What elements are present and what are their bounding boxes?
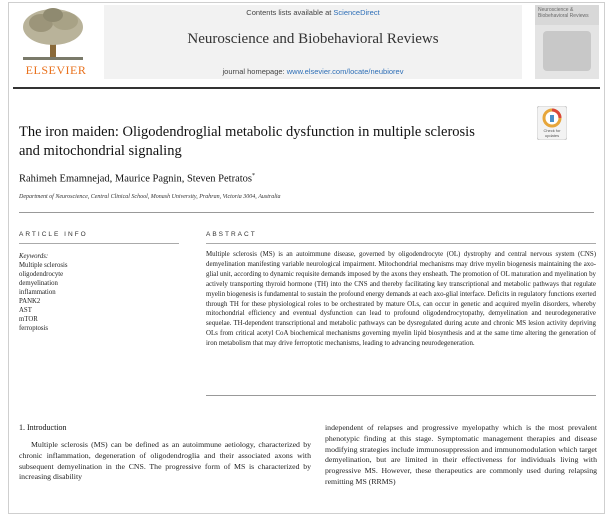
article-info-rule xyxy=(19,243,179,244)
author-list xyxy=(19,173,255,185)
article-title: The iron maiden: Oligodendroglial metabolic dysfunction in multiple sclerosis and mitochondrial signaling xyxy=(19,124,475,159)
author-names: Rahimeh Emamnejad, Maurice Pagnin, Steven Petratos xyxy=(19,173,252,185)
header-rule xyxy=(19,212,594,213)
keyword-item: mTOR xyxy=(19,316,38,323)
homepage-line xyxy=(104,67,522,76)
journal-name: Neuroscience and Biobehavioral Reviews xyxy=(187,31,439,47)
corresponding-author-mark: * xyxy=(251,173,255,179)
article-page xyxy=(8,2,605,514)
body-text-left: Multiple sclerosis (MS) can be defined as an autoimmune aetiology, characterized by chronic inflammation, degeneration of oligodendroglia and their associated axons with subsequent demyelination in the CNS. The progressive form of MS is characterized by increasing disability xyxy=(19,440,311,482)
abstract-rule xyxy=(206,243,596,244)
keyword-item: oligodendrocyte xyxy=(19,271,64,278)
article-info-heading: ARTICLE INFO xyxy=(19,231,88,238)
publisher-name: ELSEVIER xyxy=(25,63,87,77)
keyword-item: demyelination xyxy=(19,280,58,287)
contents-prefix: Contents lists available at xyxy=(246,8,334,17)
keyword-item: inflammation xyxy=(19,289,56,296)
keyword-item: AST xyxy=(19,307,32,314)
crossmark-badge[interactable] xyxy=(537,106,567,140)
keyword-item: ferroptosis xyxy=(19,325,49,332)
keyword-item: PANK2 xyxy=(19,298,41,305)
abstract-text: Multiple sclerosis (MS) is an autoimmune disease, governed by oligodendrocyte (OL) dystrophy and central nervous system (CNS) demyelination manifesting variable neurological impairment. Mitochondrial mechanisms may drive myelin biogenesis maintaining the axo-glial unit, according to dynamic requisite demands imposed by the axons they ensheath. The promotion of OL maturation and myelination by actively transporting thyroid hormone (TH) into the CNS and thereby facilitating key transcriptional and metabolic pathways that regulate myelin biogenesis is fundamental to sustain the profound energy demands at each axo-glial interface. Deficits in regulatory functions exerted through TH for these physiological roles to be orchestrated by mature OLs, can occur in genetic and acquired myelin disorders, whereby mitochondrial efficiency and eventual dysfunction can lead to profound oligodendrocytopathy, demyelination and neurodegenerative sequelae. TH-dependent transcriptional and metabolic pathways can be dysregulated during acute and chronic MS lesion activity depriving OLs from critical acetyl CoA biochemical mechanisms governing myelin lipid biosynthesis and at the same time altering the generation of iron metabolism that may drive ferroptotic mechanisms, leading to advancing neurodegeneration. xyxy=(206,251,596,348)
journal-cover-thumbnail xyxy=(535,5,599,79)
keyword-item: Multiple sclerosis xyxy=(19,262,68,269)
contents-line xyxy=(104,8,522,17)
journal-masthead xyxy=(9,3,604,85)
cover-image xyxy=(543,31,591,71)
elsevier-logo xyxy=(13,5,93,79)
section-heading-introduction: 1. Introduction xyxy=(19,423,67,432)
homepage-link[interactable]: www.elsevier.com/locate/neubiorev xyxy=(286,67,404,76)
journal-band xyxy=(104,5,522,79)
keywords-heading: Keywords: xyxy=(19,253,49,260)
tree-icon xyxy=(13,5,93,63)
homepage-prefix: journal homepage: xyxy=(222,67,287,76)
affiliation: Department of Neuroscience, Central Clinical School, Monash University, Prahran, Victoria 3004, Australia xyxy=(19,194,281,200)
sciencedirect-link[interactable]: ScienceDirect xyxy=(333,8,380,17)
abstract-bottom-rule xyxy=(206,395,596,396)
crossmark-label: Check for updates xyxy=(543,128,561,138)
keywords-block xyxy=(19,252,169,333)
abstract-heading: ABSTRACT xyxy=(206,231,257,238)
masthead-rule xyxy=(13,87,600,89)
body-text-right: independent of relapses and progressive myelopathy which is the most prevalent phenotypic finding at this stage. Symptomatic management therapies and disease modifying strategies include immunosuppression and immunomodulation which target demyelination, but are limited in their effectiveness for individuals living with progressive MS. However, these therapeutics are commonly used during relapsing remitting MS (RRMS) xyxy=(325,423,597,486)
cover-title: Neuroscience & Biobehavioral Reviews xyxy=(538,7,589,19)
